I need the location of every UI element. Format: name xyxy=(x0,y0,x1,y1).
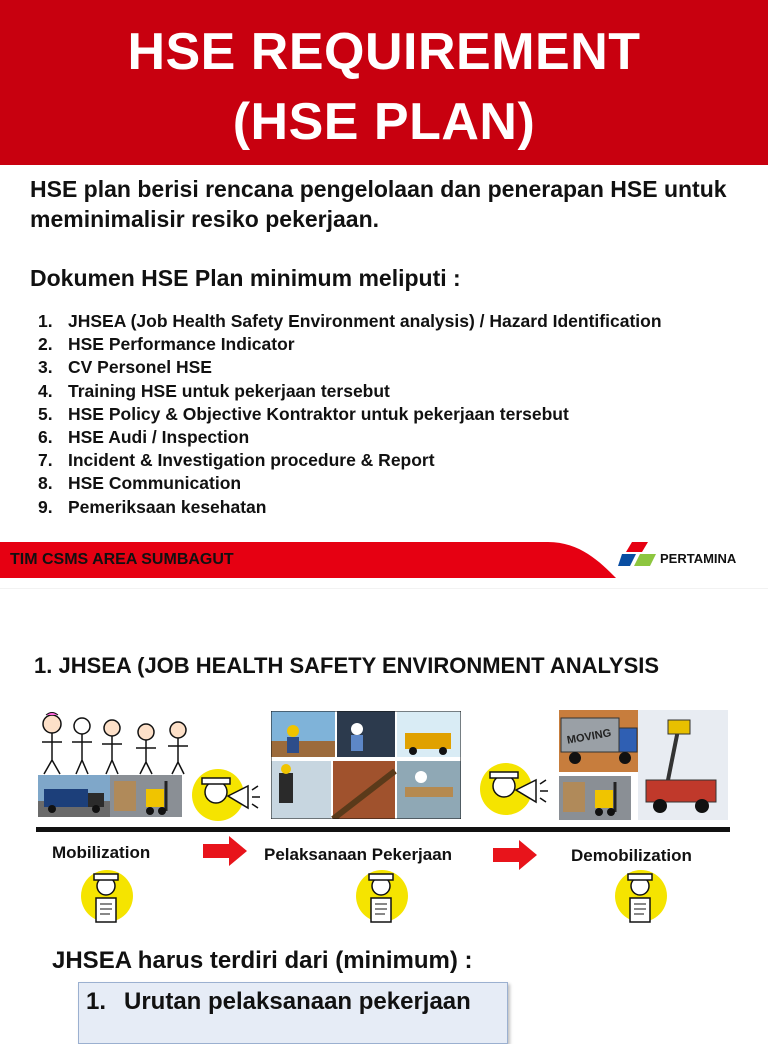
list-item xyxy=(38,496,662,519)
phase-demobilization: Demobilization xyxy=(571,846,692,865)
item-text: CV Personel HSE xyxy=(68,357,212,378)
arrow-right-icon xyxy=(203,836,247,866)
list-item xyxy=(38,403,662,426)
inspector-clipboard-icon xyxy=(80,866,134,926)
item-number: 8. xyxy=(38,473,53,494)
jhsea-heading: 1. JHSEA (JOB HEALTH SAFETY ENVIRONMENT ANALYSIS xyxy=(34,653,660,678)
intro-paragraph: HSE plan berisi rencana pengelolaan dan penerapan HSE untuk meminimalisir resiko pekerjaan. xyxy=(30,176,727,232)
item-number: 4. xyxy=(38,380,53,401)
arrow-right-icon xyxy=(493,840,537,870)
pertamina-logo-icon xyxy=(618,540,658,574)
timeline-bar xyxy=(36,827,730,832)
list-item xyxy=(38,356,662,379)
list-item xyxy=(38,472,662,495)
item-number: 6. xyxy=(38,427,53,448)
item-text: HSE Policy & Objective Kontraktor untuk pekerjaan tersebut xyxy=(68,403,569,424)
forklift-photo xyxy=(559,776,631,820)
item-number: 9. xyxy=(38,496,53,517)
truck-photo xyxy=(38,775,110,817)
item-text: Pemeriksaan kesehatan xyxy=(68,496,267,517)
phase-mobilization: Mobilization xyxy=(52,843,151,862)
pertamina-brand-text: PERTAMINA xyxy=(660,551,737,566)
item-text: JHSEA (Job Health Safety Environment analysis) / Hazard Identification xyxy=(68,311,662,331)
item-text: Incident & Investigation procedure & Report xyxy=(68,450,435,471)
workers-group-clipart xyxy=(36,710,196,776)
item-number: 1. xyxy=(38,311,53,331)
document-heading: Dokumen HSE Plan minimum meliputi : xyxy=(30,265,461,291)
work-activity-photos xyxy=(271,711,461,819)
list-item xyxy=(38,449,662,472)
crane-truck-clipart xyxy=(638,710,728,820)
truck-moving-label: MOVING xyxy=(566,727,613,747)
forklift-photo xyxy=(110,775,182,817)
item-number: 7. xyxy=(38,450,53,471)
item-number: 5. xyxy=(38,403,53,424)
list-item xyxy=(38,426,662,449)
item-text: Urutan pelaksanaan pekerjaan xyxy=(124,988,471,1015)
jhsea-subheading: JHSEA harus terdiri dari (minimum) : xyxy=(52,947,473,974)
item-text: Training HSE untuk pekerjaan tersebut xyxy=(68,380,390,401)
inspector-clipboard-icon xyxy=(614,866,668,926)
safety-inspector-megaphone-icon xyxy=(480,762,552,816)
phase-execution: Pelaksanaan Pekerjaan xyxy=(264,845,453,864)
item-number: 3. xyxy=(38,357,53,378)
list-item xyxy=(86,988,471,1016)
hse-plan-document-list xyxy=(38,310,662,519)
slide-title-line-1: HSE REQUIREMENT xyxy=(127,23,641,81)
slide-title-line-2: (HSE PLAN) xyxy=(232,93,536,151)
safety-inspector-megaphone-icon xyxy=(192,768,264,822)
item-number: 2. xyxy=(38,334,53,355)
footer-team-label: TIM CSMS AREA SUMBAGUT xyxy=(10,551,234,568)
inspector-clipboard-icon xyxy=(355,866,409,926)
item-text: HSE Audi / Inspection xyxy=(68,427,250,448)
item-number: 1. xyxy=(86,988,107,1015)
list-item xyxy=(38,333,662,356)
item-text: HSE Performance Indicator xyxy=(68,334,295,355)
list-item xyxy=(38,310,662,333)
slide-divider xyxy=(0,588,768,589)
list-item xyxy=(38,380,662,403)
item-text: HSE Communication xyxy=(68,473,242,494)
moving-truck-clipart xyxy=(559,710,639,772)
